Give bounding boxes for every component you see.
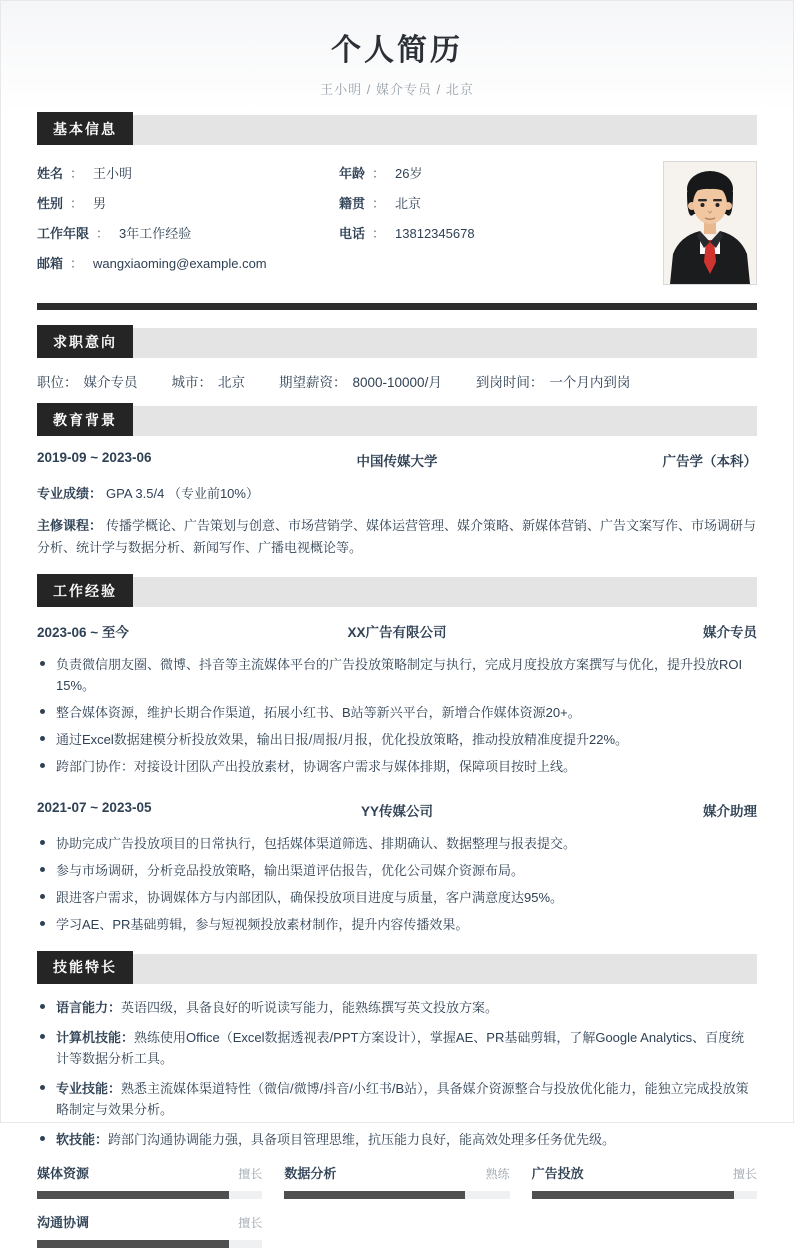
work-bullet — [37, 860, 757, 881]
skill-text: 英语四级，具备良好的听说读写能力，能熟练撰写英文投放方案。 — [121, 999, 499, 1015]
field-colon: ： — [372, 166, 386, 181]
work-role: 媒介助理 — [703, 803, 757, 819]
field-label: 籍贯 — [339, 196, 366, 211]
work-bullet — [37, 702, 757, 723]
bullet-text: 学习AE、PR基础剪辑，参与短视频投放素材制作，提升内容传播效果。 — [56, 916, 469, 932]
work-bullet — [37, 756, 757, 777]
field-name — [37, 163, 339, 183]
bullet-text: 跨部门协作：对接设计团队产出投放素材，协调客户需求与媒体排期，保障项目按时上线。 — [56, 759, 577, 775]
bullet-dot-icon — [40, 709, 45, 714]
skill-bars-grid — [1, 1159, 793, 1248]
section-header-skills — [37, 951, 757, 984]
intent-label: 到岗时间 — [475, 375, 530, 390]
field-label: 邮箱 — [37, 256, 64, 271]
field-value: 北京 — [395, 196, 422, 211]
skill-bullet-professional — [37, 1078, 757, 1120]
field-gender — [37, 193, 339, 213]
work-company: YY传媒公司 — [360, 803, 433, 819]
bullet-dot-icon — [40, 736, 45, 741]
bullet-dot-icon — [40, 1004, 45, 1009]
job-intention-row — [1, 358, 793, 403]
section-strip — [133, 954, 757, 984]
work-bullet — [37, 914, 757, 935]
portrait-illustration — [664, 162, 756, 284]
field-label: 姓名 — [37, 166, 64, 181]
skill-colon: ： — [95, 1131, 109, 1147]
intent-availability — [476, 371, 631, 391]
courses-colon: ： — [89, 518, 103, 534]
skill-bar-track — [37, 1191, 262, 1199]
field-colon: ： — [70, 196, 84, 211]
bullet-dot-icon — [40, 1034, 45, 1039]
skill-colon: ： — [108, 999, 122, 1015]
resume-document — [1, 1, 793, 1230]
field-label: 工作年限 — [37, 226, 90, 241]
skill-label: 计算机技能 — [56, 1029, 122, 1045]
basic-info-block — [1, 145, 793, 291]
education-courses-line — [1, 515, 793, 559]
field-colon: ： — [372, 226, 386, 241]
bullet-dot-icon — [40, 1136, 45, 1141]
bullet-dot-icon — [40, 763, 45, 768]
section-strip — [133, 115, 757, 145]
work-bullet-list — [1, 833, 793, 935]
section-strip — [133, 406, 757, 436]
intent-value: 北京 — [218, 375, 245, 390]
section-header-job-intention — [37, 325, 757, 358]
skill-bar-name: 广告投放 — [531, 1165, 584, 1181]
skill-text: 跨部门沟通协调能力强，具备项目管理思维，抗压能力良好，能高效处理多任务优先级。 — [108, 1131, 616, 1147]
intent-value: 8000-10000/月 — [352, 375, 442, 390]
work-period: 2023-06 ~ 至今 — [37, 625, 129, 641]
skill-colon: ： — [121, 1029, 135, 1045]
resume-header — [1, 1, 793, 112]
skill-bar-name: 媒体资源 — [37, 1165, 90, 1181]
intent-city — [172, 371, 246, 391]
bullet-dot-icon — [40, 840, 45, 845]
bullet-text: 跟进客户需求，协调媒体方与内部团队，确保投放项目进度与质量，客户满意度达95%。 — [56, 889, 564, 905]
basic-info-fields — [37, 161, 641, 285]
skill-text: 熟练使用Office（Excel数据透视表/PPT方案设计），掌握AE、PR基础剪辑，了解Google Analytics、百度统计等数据分析工具。 — [56, 1029, 745, 1066]
skill-bar-data-analysis — [284, 1163, 509, 1199]
skill-bar-name: 数据分析 — [284, 1165, 337, 1181]
section-title-basic-info: 基本信息 — [37, 112, 133, 145]
gpa-label: 专业成绩 — [37, 486, 90, 501]
courses-text: 传播学概论、广告策划与创意、市场营销学、媒体运营管理、媒介策略、新媒体营销、广告文案写作、市场调研与分析、统计学与数据分析、新闻写作、广播电视概论等。 — [37, 518, 757, 556]
intent-colon: ： — [529, 375, 544, 390]
skill-bar-fill — [532, 1191, 735, 1199]
work-bullet — [37, 654, 757, 696]
work-bullet-list — [1, 654, 793, 777]
skill-bar-ad-delivery — [532, 1163, 757, 1199]
bullet-text — [56, 1078, 757, 1120]
skill-bar-level: 擅长 — [238, 1166, 263, 1181]
skill-bar-level: 擅长 — [732, 1166, 757, 1181]
section-title-job-intention: 求职意向 — [37, 325, 133, 358]
education-period: 2019-09 ~ 2023-06 — [37, 450, 152, 465]
skill-bar-media-resources — [37, 1163, 262, 1199]
intent-value: 一个月内到岗 — [549, 375, 631, 390]
bullet-text — [56, 1027, 757, 1069]
bullet-text — [56, 997, 757, 1018]
education-gpa-line — [1, 483, 793, 505]
work-entry-header — [1, 800, 793, 820]
skill-colon: ： — [108, 1080, 122, 1096]
gpa-colon: ： — [89, 486, 103, 501]
intent-label: 城市 — [171, 375, 199, 390]
intent-position — [37, 371, 138, 391]
bullet-text: 参与市场调研，分析竞品投放策略，输出渠道评估报告，优化公司媒介资源布局。 — [56, 862, 525, 878]
skill-bar-fill — [37, 1240, 229, 1248]
field-label: 性别 — [37, 196, 64, 211]
field-label: 电话 — [339, 226, 366, 241]
work-role: 媒介专员 — [703, 625, 757, 641]
bullet-text: 整合媒体资源，维护长期合作渠道，拓展小红书、B站等新兴平台，新增合作媒体资源20+。 — [56, 705, 581, 721]
intent-salary — [279, 371, 442, 391]
courses-label: 主修课程 — [37, 518, 90, 534]
skill-bar-track — [284, 1191, 509, 1199]
skill-bullet-computer — [37, 1027, 757, 1069]
work-bullet — [37, 729, 757, 750]
field-phone — [339, 223, 641, 243]
work-company: XX广告有限公司 — [347, 625, 447, 641]
skill-bar-track — [37, 1240, 262, 1248]
work-bullet — [37, 887, 757, 908]
field-colon: ： — [96, 226, 110, 241]
field-value: 男 — [93, 196, 107, 211]
education-degree: 广告学（本科） — [662, 454, 757, 469]
skill-label: 软技能 — [56, 1131, 96, 1147]
field-label: 年龄 — [339, 166, 366, 181]
field-age — [339, 163, 641, 183]
intent-label: 期望薪资 — [279, 375, 333, 390]
section-title-skills: 技能特长 — [37, 951, 133, 984]
section-header-work — [37, 574, 757, 607]
section-strip — [133, 328, 757, 358]
work-entry-1 — [1, 621, 793, 777]
intent-value: 媒介专员 — [83, 375, 138, 390]
bullet-dot-icon — [40, 661, 45, 666]
bullet-dot-icon — [40, 921, 45, 926]
skill-label: 专业技能 — [56, 1080, 109, 1096]
portrait-photo — [663, 161, 757, 285]
gpa-value: GPA 3.5/4 （专业前10%） — [106, 486, 259, 501]
field-experience-years — [37, 223, 339, 243]
work-entry-2 — [1, 800, 793, 935]
field-value: 3年工作经验 — [119, 226, 192, 241]
skill-bullet-soft — [37, 1129, 757, 1150]
intent-label: 职位 — [37, 375, 64, 390]
page-subtitle: 王小明 / 媒介专员 / 北京 — [320, 82, 474, 97]
education-school: 中国传媒大学 — [356, 454, 438, 469]
bullet-dot-icon — [40, 867, 45, 872]
skill-bar-level: 擅长 — [238, 1215, 263, 1230]
work-period: 2021-07 ~ 2023-05 — [37, 799, 152, 815]
bullet-text: 负责微信朋友圈、微博、抖音等主流媒体平台的广告投放策略制定与执行，完成月度投放方案撰写与优化，提升投放ROI 15%。 — [56, 657, 743, 694]
intent-colon: ： — [333, 375, 347, 390]
skills-bullet-list — [1, 997, 793, 1150]
bullet-text — [56, 1129, 757, 1150]
section-title-work: 工作经验 — [37, 574, 133, 607]
section-header-basic-info — [37, 112, 757, 145]
bullet-text: 协助完成广告投放项目的日常执行，包括媒体渠道筛选、排期确认、数据整理与报表提交。 — [56, 835, 577, 851]
field-value: 26岁 — [395, 166, 423, 181]
skill-bar-level: 熟练 — [485, 1166, 510, 1181]
bullet-dot-icon — [40, 894, 45, 899]
skill-bar-fill — [37, 1191, 229, 1199]
field-colon: ： — [70, 256, 84, 271]
section-strip — [133, 577, 757, 607]
section-header-education — [37, 403, 757, 436]
field-value: 13812345678 — [395, 226, 475, 241]
field-colon: ： — [372, 196, 386, 211]
skill-bullet-language — [37, 997, 757, 1018]
field-value: 王小明 — [93, 166, 133, 181]
skill-bar-fill — [284, 1191, 464, 1199]
work-entry-header — [1, 621, 793, 641]
bullet-text: 通过Excel数据建模分析投放效果，输出日报/周报/月报，优化投放策略，推动投放精准度提升22%。 — [56, 732, 629, 748]
skill-bar-name: 沟通协调 — [37, 1214, 90, 1230]
intent-colon: ： — [64, 375, 78, 390]
field-hometown — [339, 193, 641, 213]
education-entry-header — [1, 450, 793, 470]
field-value: wangxiaoming@example.com — [93, 256, 267, 271]
page-title: 个人简历 — [331, 34, 463, 67]
section-divider — [37, 303, 757, 310]
bullet-dot-icon — [40, 1085, 45, 1090]
field-colon: ： — [70, 166, 84, 181]
skill-text: 熟悉主流媒体渠道特性（微信/微博/抖音/小红书/B站），具备媒介资源整合与投放优化能力，能独立完成投放策略制定与效果分析。 — [56, 1080, 749, 1117]
skill-label: 语言能力 — [56, 999, 109, 1015]
section-title-education: 教育背景 — [37, 403, 133, 436]
work-bullet — [37, 833, 757, 854]
skill-bar-communication — [37, 1212, 262, 1248]
skill-bar-track — [532, 1191, 757, 1199]
field-email — [37, 253, 641, 273]
intent-colon: ： — [198, 375, 212, 390]
